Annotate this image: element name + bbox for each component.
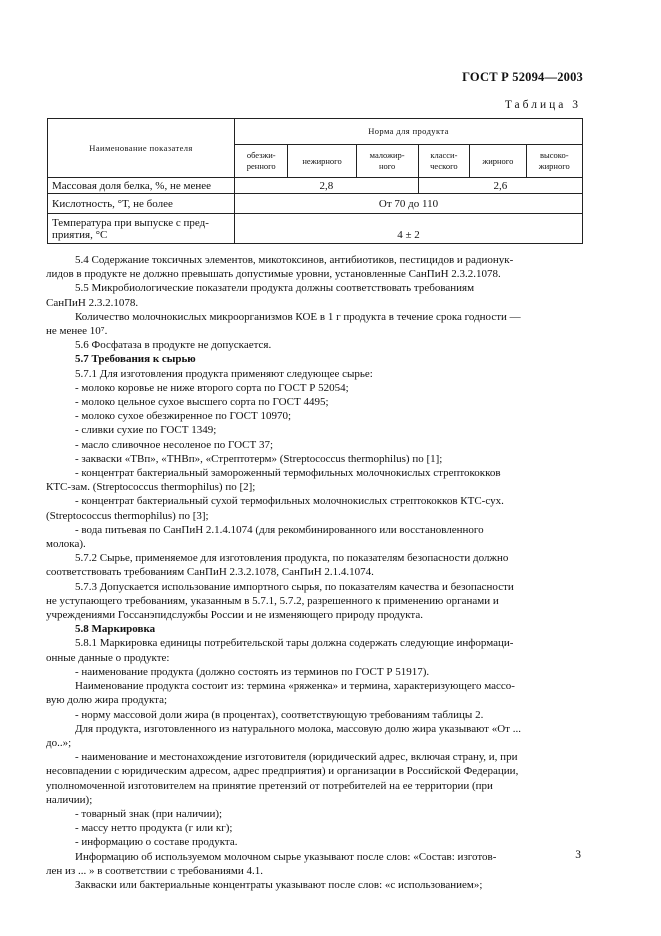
text-line: несовпадении с юридическим адресом, адрес предприятия) и организации в Российской Федерации, [46,765,519,778]
row-value: 4 ± 2 [235,214,583,244]
text-line: - концентрат бактериальный сухой термофильных молочнокислых стрептококков КТС-сух. [75,495,504,508]
col-header-indicator: Наименование показателя [48,119,235,178]
text-line: 5.7.1 Для изготовления продукта применяют следующее сырье: [75,367,373,380]
text-line: Для продукта, изготовленного из натурального молока, массовую долю жира указывают «От ... [75,722,521,735]
row-value: От 70 до 110 [235,194,583,214]
text-line: уполномоченной изготовителем на принятие претензий от потребителей на ее территории (при [46,779,493,792]
sub-header-cell: маложир- ного [356,145,418,178]
text-line: 5.7.3 Допускается использование импортного сырья, по показателям качества и безопасности [75,580,514,593]
table-row [48,178,583,194]
text-line: - вода питьевая по СанПиН 2.1.4.1074 (для рекомбинированного или восстановленного [75,523,484,536]
text-line: соответствовать требованиям СанПиН 2.3.2.1078, СанПиН 2.1.4.1074. [46,566,374,579]
text-line: Информацию об используемом молочном сырье указывают после слов: «Состав: изготов- [75,850,497,863]
text-line: - сливки сухие по ГОСТ 1349; [75,424,217,437]
text-line: 5.4 Содержание токсичных элементов, микотоксинов, антибиотиков, пестицидов и радионук- [75,254,514,266]
text-line: (Streptococcus thermophilus) по [3]; [46,509,209,522]
text-line: - молоко цельное сухое высшего сорта по ГОСТ 4495; [75,396,329,409]
text-line: не менее 10⁷. [46,325,108,338]
sub-header-cell: высоко- жирного [526,145,582,178]
text-line: 5.7.2 Сырье, применяемое для изготовления продукта, по показателям безопасности должно [75,552,509,565]
row-value: 2,6 [418,178,582,194]
sub-header-cell: жирного [470,145,526,178]
section-heading: 5.7 Требования к сырью [75,353,196,366]
table-title: Таблица 3 [504,99,581,111]
text-line: КТС-зам. (Streptococcus thermophilus) по [2]; [46,481,256,494]
text-line: 5.5 Микробиологические показатели продукта должны соответствовать требованиям [75,282,475,295]
section-heading: 5.8 Маркировка [75,623,156,636]
row-value: 2,8 [235,178,419,194]
body-text [46,253,583,892]
text-line: молока). [46,538,86,551]
text-line: онные данные о продукте: [46,651,170,664]
table-row [48,194,583,214]
sub-header-cell: класси- ческого [418,145,470,178]
table-row [48,214,583,244]
text-line: - информацию о составе продукта. [75,836,238,849]
text-line: Количество молочнокислых микроорганизмов КОЕ в 1 г продукта в течение срока годности — [75,310,521,323]
text-line: СанПиН 2.3.2.1078. [46,296,139,309]
text-line: до..»; [46,736,72,749]
text-line: - массу нетто продукта (г или кг); [75,822,233,835]
text-line: - наименование и местонахождение изготовителя (юридический адрес, включая страну, и, при [75,751,518,764]
text-line: Наименование продукта состоит из: термина «ряженка» и термина, характеризующего массо- [75,680,515,693]
group-header-norm: Норма для продукта [235,119,583,145]
text-line: - норму массовой доли жира (в процентах), соответствующую требованиям таблицы 2. [75,708,484,721]
norm-table [47,118,583,244]
row-label: Кислотность, °Т, не более [48,194,235,214]
text-line: не уступающего требованиям, указанным в 5.7.1, 5.7.2, разрешенного к применению органами и [46,594,499,607]
document-header: ГОСТ Р 52094—2003 [462,70,583,84]
text-line: - закваски «ТВп», «ТНВп», «Стрептотерм» (Streptococcus thermophilus) по [1]; [75,452,443,465]
sub-header-cell: обезжи- ренного [235,145,288,178]
row-label: Массовая доля белка, %, не менее [48,178,235,194]
text-line: вую долю жира продукта; [46,694,168,707]
text-line: 5.6 Фосфатаза в продукте не допускается. [75,339,272,352]
text-line: - наименование продукта (должно состоять из терминов по ГОСТ Р 51917). [75,665,430,678]
text-line: - концентрат бактериальный замороженный термофильных молочнокислых стрептококков [75,467,501,480]
text-line: Закваски или бактериальные концентраты указывают после слов: «с использованием»; [75,878,483,891]
text-line: - молоко коровье не ниже второго сорта по ГОСТ Р 52054; [75,381,349,394]
text-line: учреждениями Госсанэпидслужбы России и не изменяющего природу продукта. [46,609,423,622]
text-line: наличии); [46,793,93,806]
sub-header-cell: нежирного [288,145,356,178]
text-line: лидов в продукте не должно превышать допустимые уровни, установленные СанПиН 2.3.2.1078. [46,268,501,281]
text-line: лен из ... » в соответствии с требованиями 4.1. [46,864,264,877]
text-line: - масло сливочное несоленое по ГОСТ 37; [75,438,274,451]
text-line: 5.8.1 Маркировка единицы потребительской тары должна содержать следующие информаци- [75,637,514,650]
text-line: - товарный знак (при наличии); [75,807,223,820]
row-label: Температура при выпуске с пред- приятия, °С [48,214,235,244]
text-line: - молоко сухое обезжиренное по ГОСТ 10970; [75,410,292,423]
page-number: 3 [575,849,581,861]
